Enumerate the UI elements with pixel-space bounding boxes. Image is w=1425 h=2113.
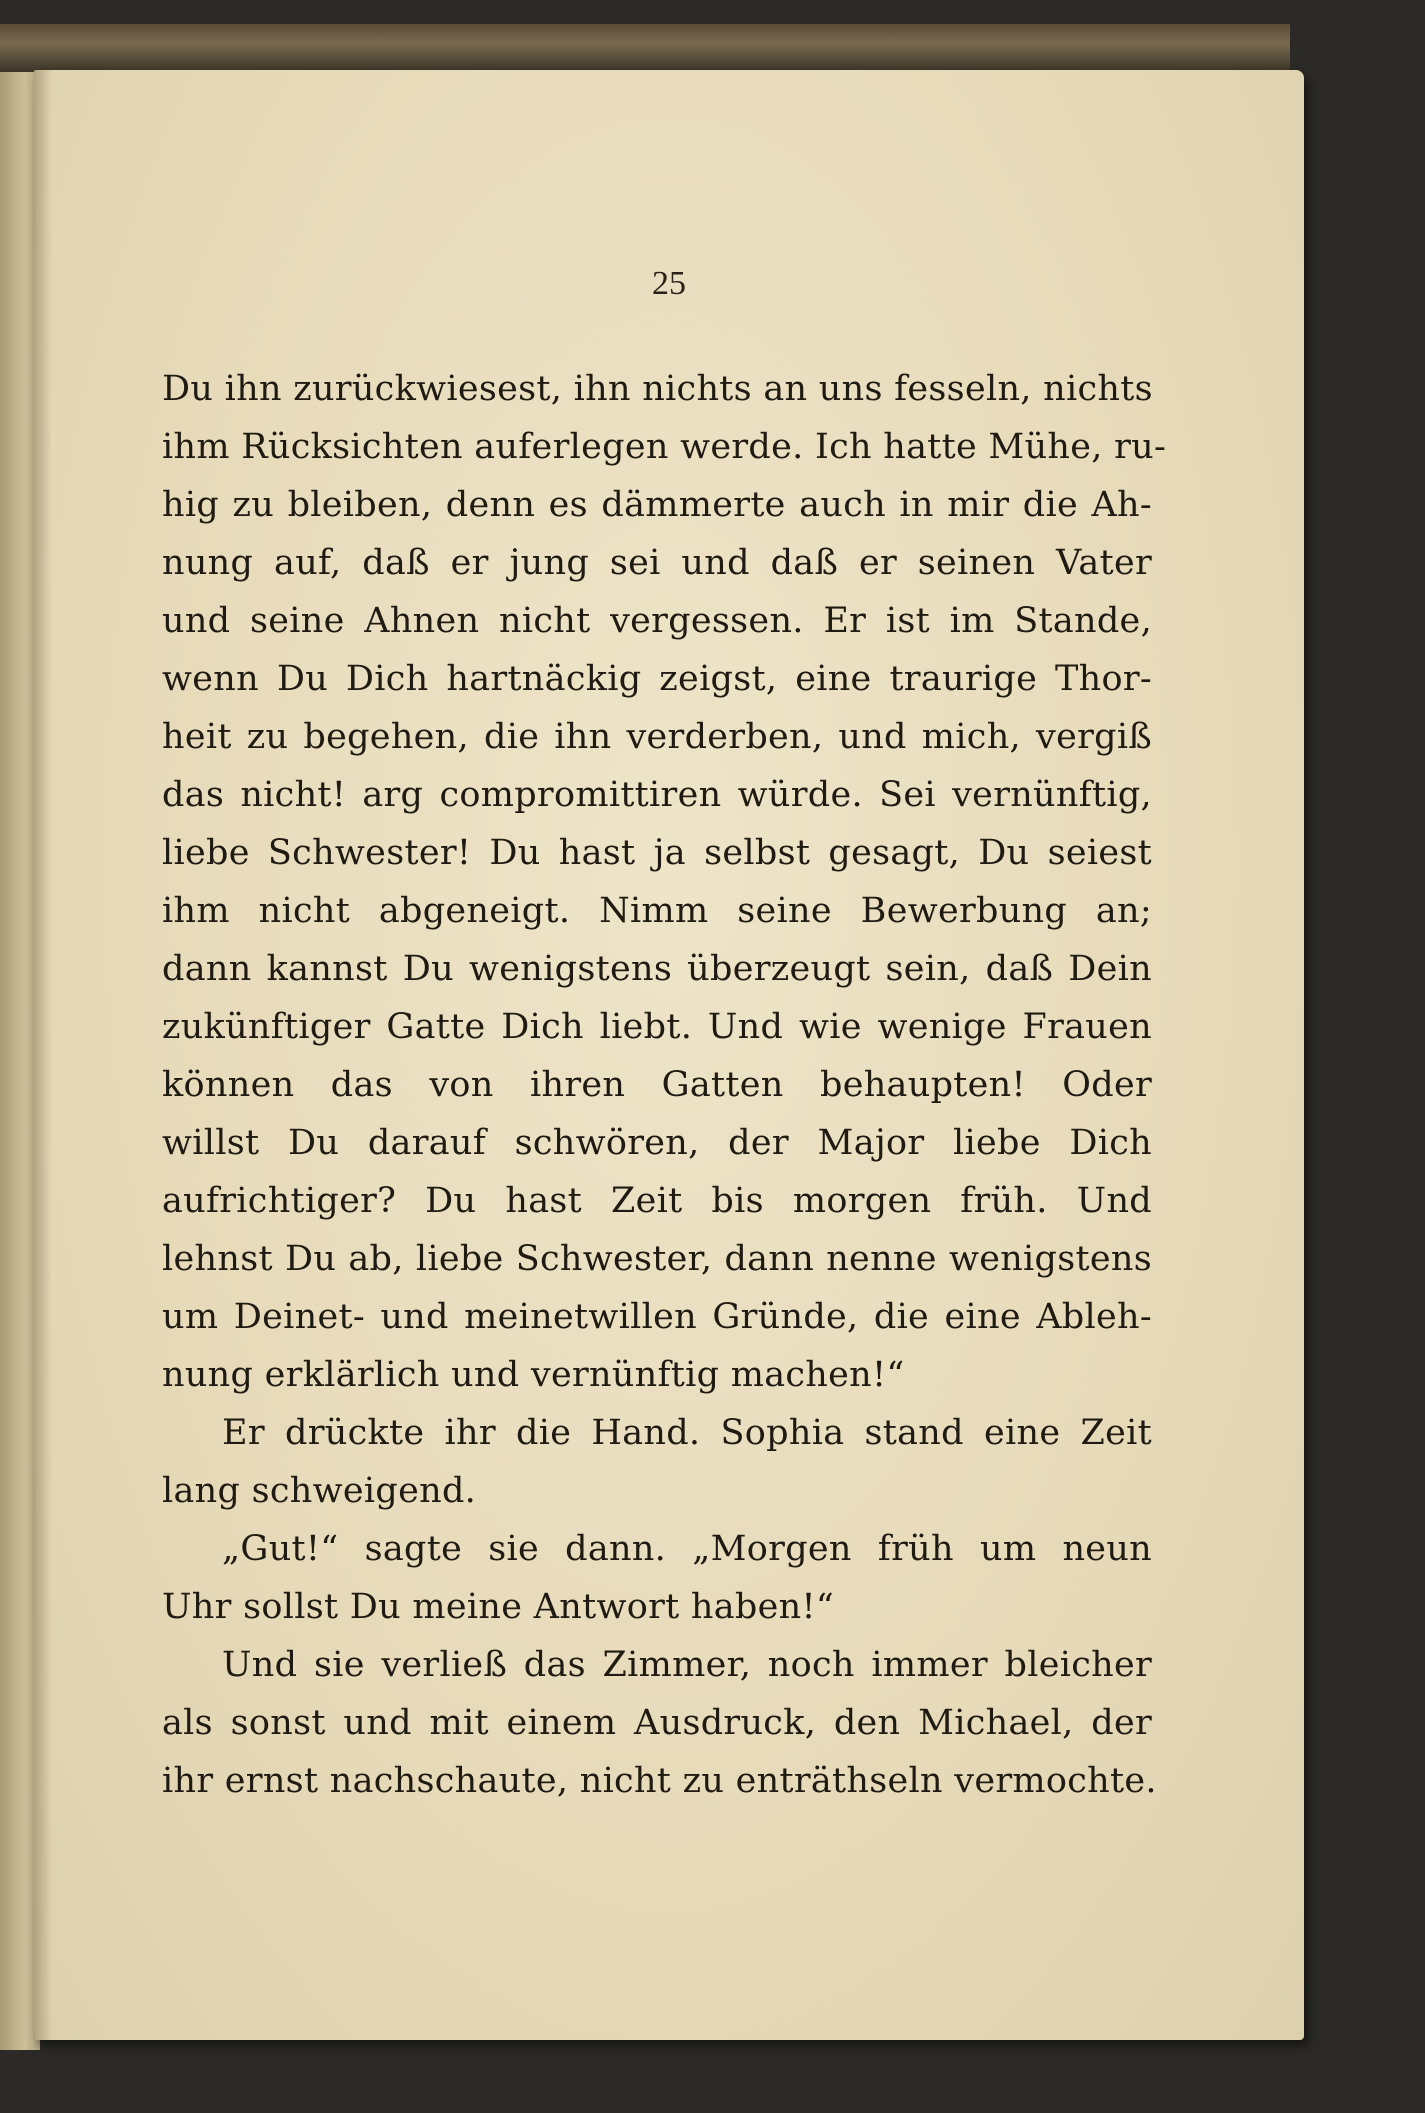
- text-line: Er drückte ihr die Hand. Sophia stand eine Zeit: [222, 1413, 1152, 1453]
- text-line: Und sie verließ das Zimmer, noch immer bleicher: [222, 1645, 1152, 1685]
- spine-shadow: [34, 70, 52, 2040]
- text-line: können das von ihren Gatten behaupten! Oder: [162, 1065, 1152, 1105]
- text-line: und seine Ahnen nicht vergessen. Er ist im Stande,: [162, 601, 1152, 641]
- text-line: ihm Rücksichten auferlegen werde. Ich hatte Mühe, ru-: [162, 427, 1167, 467]
- text-line: liebe Schwester! Du hast ja selbst gesagt, Du seiest: [162, 833, 1152, 873]
- text-line: lehnst Du ab, liebe Schwester, dann nenne wenigstens: [162, 1239, 1152, 1279]
- text-line: nung auf, daß er jung sei und daß er seinen Vater: [162, 543, 1152, 583]
- text-line: um Deinet- und meinetwillen Gründe, die eine Ableh-: [162, 1297, 1152, 1337]
- text-line: Du ihn zurückwiesest, ihn nichts an uns fesseln, nichts: [162, 369, 1153, 409]
- text-line: wenn Du Dich hartnäckig zeigst, eine traurige Thor-: [162, 659, 1152, 699]
- text-line: „Gut!“ sagte sie dann. „Morgen früh um neun: [222, 1529, 1152, 1569]
- book-page: [34, 70, 1304, 2040]
- text-line: zukünftiger Gatte Dich liebt. Und wie wenige Frauen: [162, 1007, 1152, 1047]
- text-line: ihr ernst nachschaute, nicht zu enträthseln vermochte.: [162, 1761, 1157, 1801]
- page-number: 25: [652, 265, 686, 302]
- text-line: aufrichtiger? Du hast Zeit bis morgen früh. Und: [162, 1181, 1152, 1221]
- text-line: ihm nicht abgeneigt. Nimm seine Bewerbung an;: [162, 891, 1152, 931]
- text-line: als sonst und mit einem Ausdruck, den Michael, der: [162, 1703, 1152, 1743]
- book-top-edge: [0, 24, 1290, 72]
- text-line: hig zu bleiben, denn es dämmerte auch in mir die Ah-: [162, 485, 1152, 525]
- text-line: willst Du darauf schwören, der Major liebe Dich: [162, 1123, 1152, 1163]
- text-line: dann kannst Du wenigstens überzeugt sein, daß Dein: [162, 949, 1152, 989]
- text-line: lang schweigend.: [162, 1471, 477, 1511]
- text-line: das nicht! arg compromittiren würde. Sei vernünftig,: [162, 775, 1152, 815]
- text-line: heit zu begehen, die ihn verderben, und mich, vergiß: [162, 717, 1152, 757]
- text-line: nung erklärlich und vernünftig machen!“: [162, 1355, 905, 1395]
- body-text: [162, 360, 1167, 1810]
- text-line: Uhr sollst Du meine Antwort haben!“: [162, 1587, 835, 1627]
